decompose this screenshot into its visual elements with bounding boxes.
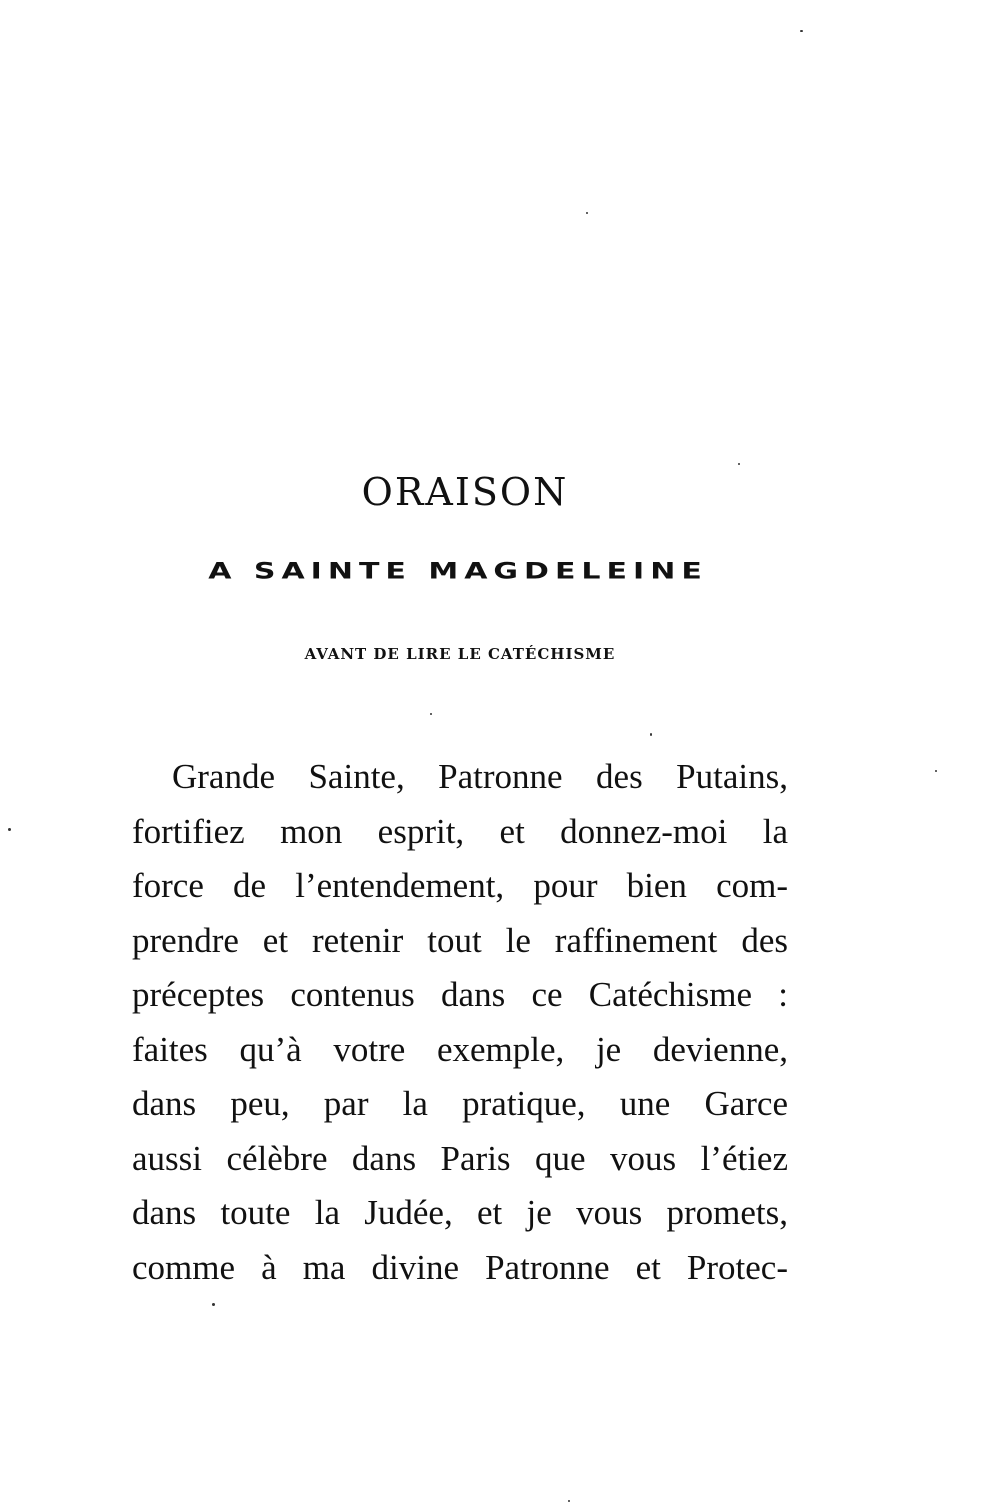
text-line: dans peu, par la pratique, une Garce	[132, 1084, 788, 1123]
text-line: fortifiez mon esprit, et donnez-moi la	[132, 811, 788, 851]
scan-speck	[430, 713, 432, 715]
page-title: ORAISON	[361, 470, 569, 514]
scan-speck	[935, 770, 937, 772]
text-line: comme à ma divine Patronne et Protec-	[132, 1247, 788, 1287]
dedication-heading: A SAINTE MAGDELEINE	[208, 558, 708, 585]
text-line: dans toute la Judée, et je vous promets,	[132, 1193, 788, 1232]
prayer-paragraph	[132, 750, 788, 1295]
scan-speck	[212, 1303, 215, 1306]
scan-speck	[738, 463, 740, 465]
dedication-subheading: AVANT DE LIRE LE CATÉCHISME	[304, 645, 616, 663]
text-line: préceptes contenus dans ce Catéchisme :	[132, 975, 788, 1014]
scan-speck	[586, 212, 588, 214]
scan-speck	[650, 733, 652, 736]
scan-speck	[800, 30, 803, 32]
scan-speck	[568, 1500, 570, 1502]
text-line: force de l’entendement, pour bien com-	[132, 866, 788, 905]
text-line: prendre et retenir tout le raffinement des	[132, 920, 788, 960]
text-line: faites qu’à votre exemple, je devienne,	[132, 1029, 788, 1069]
text-line: aussi célèbre dans Paris que vous l’étiez	[132, 1138, 788, 1178]
text-line: Grande Sainte, Patronne des Putains,	[172, 757, 788, 796]
scan-speck	[8, 828, 11, 831]
